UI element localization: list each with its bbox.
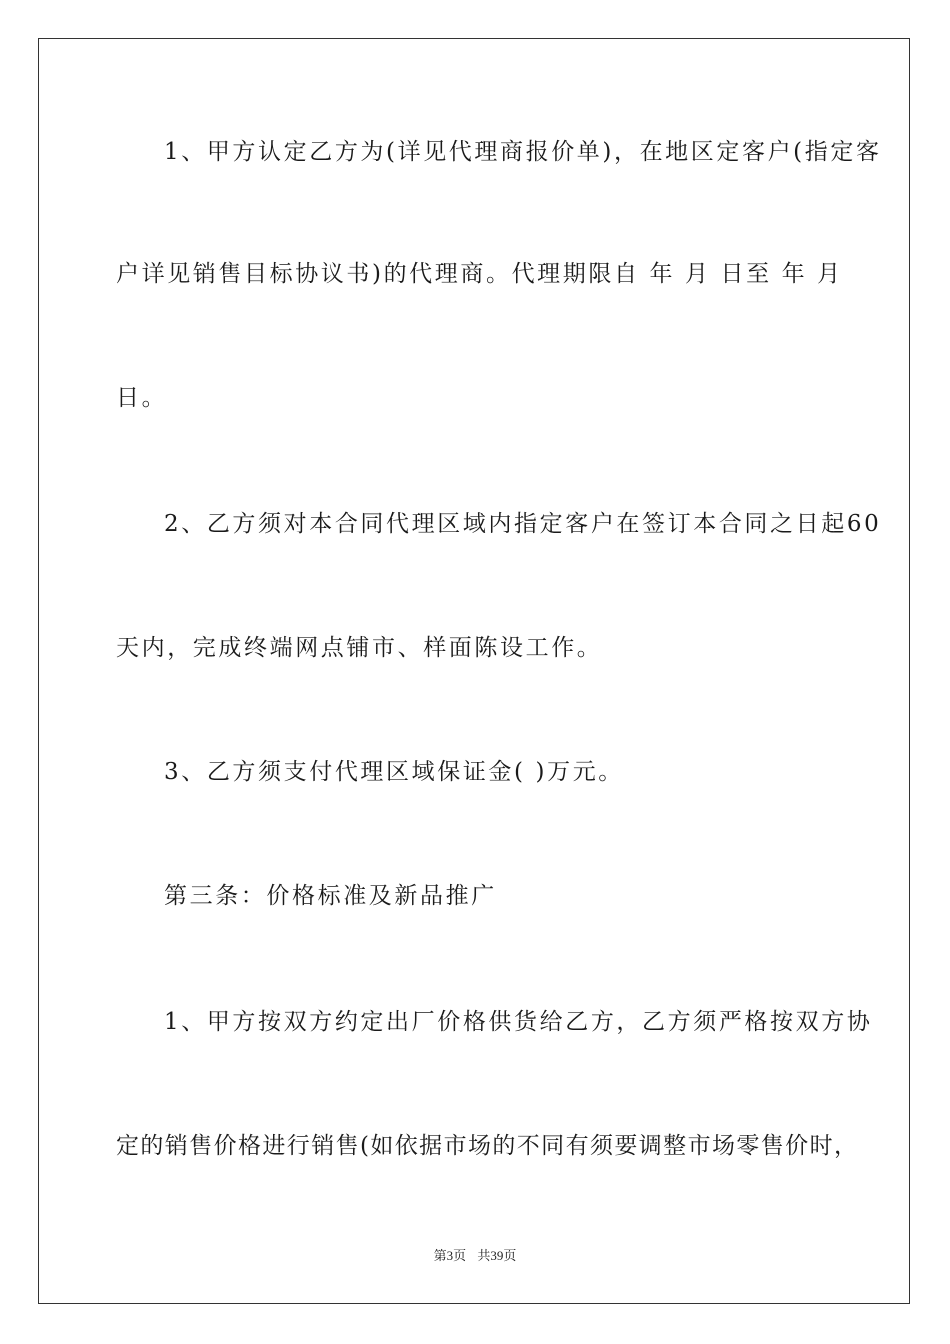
- page-number: 第3页: [433, 1248, 467, 1263]
- paragraph-4-line-1: 1、甲方按双方约定出厂价格供货给乙方，乙方须严格按双方协: [164, 1009, 873, 1035]
- page-border: [38, 38, 910, 1304]
- page-total: 共39页: [477, 1248, 517, 1263]
- paragraph-4-line-2: 定的销售价格进行销售(如依据市场的不同有须要调整市场零售价时，: [116, 1133, 859, 1159]
- paragraph-1-line-1: 1、甲方认定乙方为(详见代理商报价单)，在地区定客户(指定客: [164, 139, 882, 165]
- section-heading: 第三条：价格标准及新品推广: [164, 883, 497, 909]
- paragraph-1-line-3: 日。: [116, 385, 168, 411]
- paragraph-2-line-1: 2、乙方须对本合同代理区域内指定客户在签订本合同之日起60: [164, 511, 882, 537]
- page-footer: [0, 1245, 950, 1264]
- paragraph-1-line-2: 户详见销售目标协议书)的代理商。代理期限自 年 月 日至 年 月: [116, 261, 843, 287]
- paragraph-2-line-2: 天内，完成终端网点铺市、样面陈设工作。: [116, 635, 603, 661]
- paragraph-3-line-1: 3、乙方须支付代理区域保证金( )万元。: [164, 759, 624, 785]
